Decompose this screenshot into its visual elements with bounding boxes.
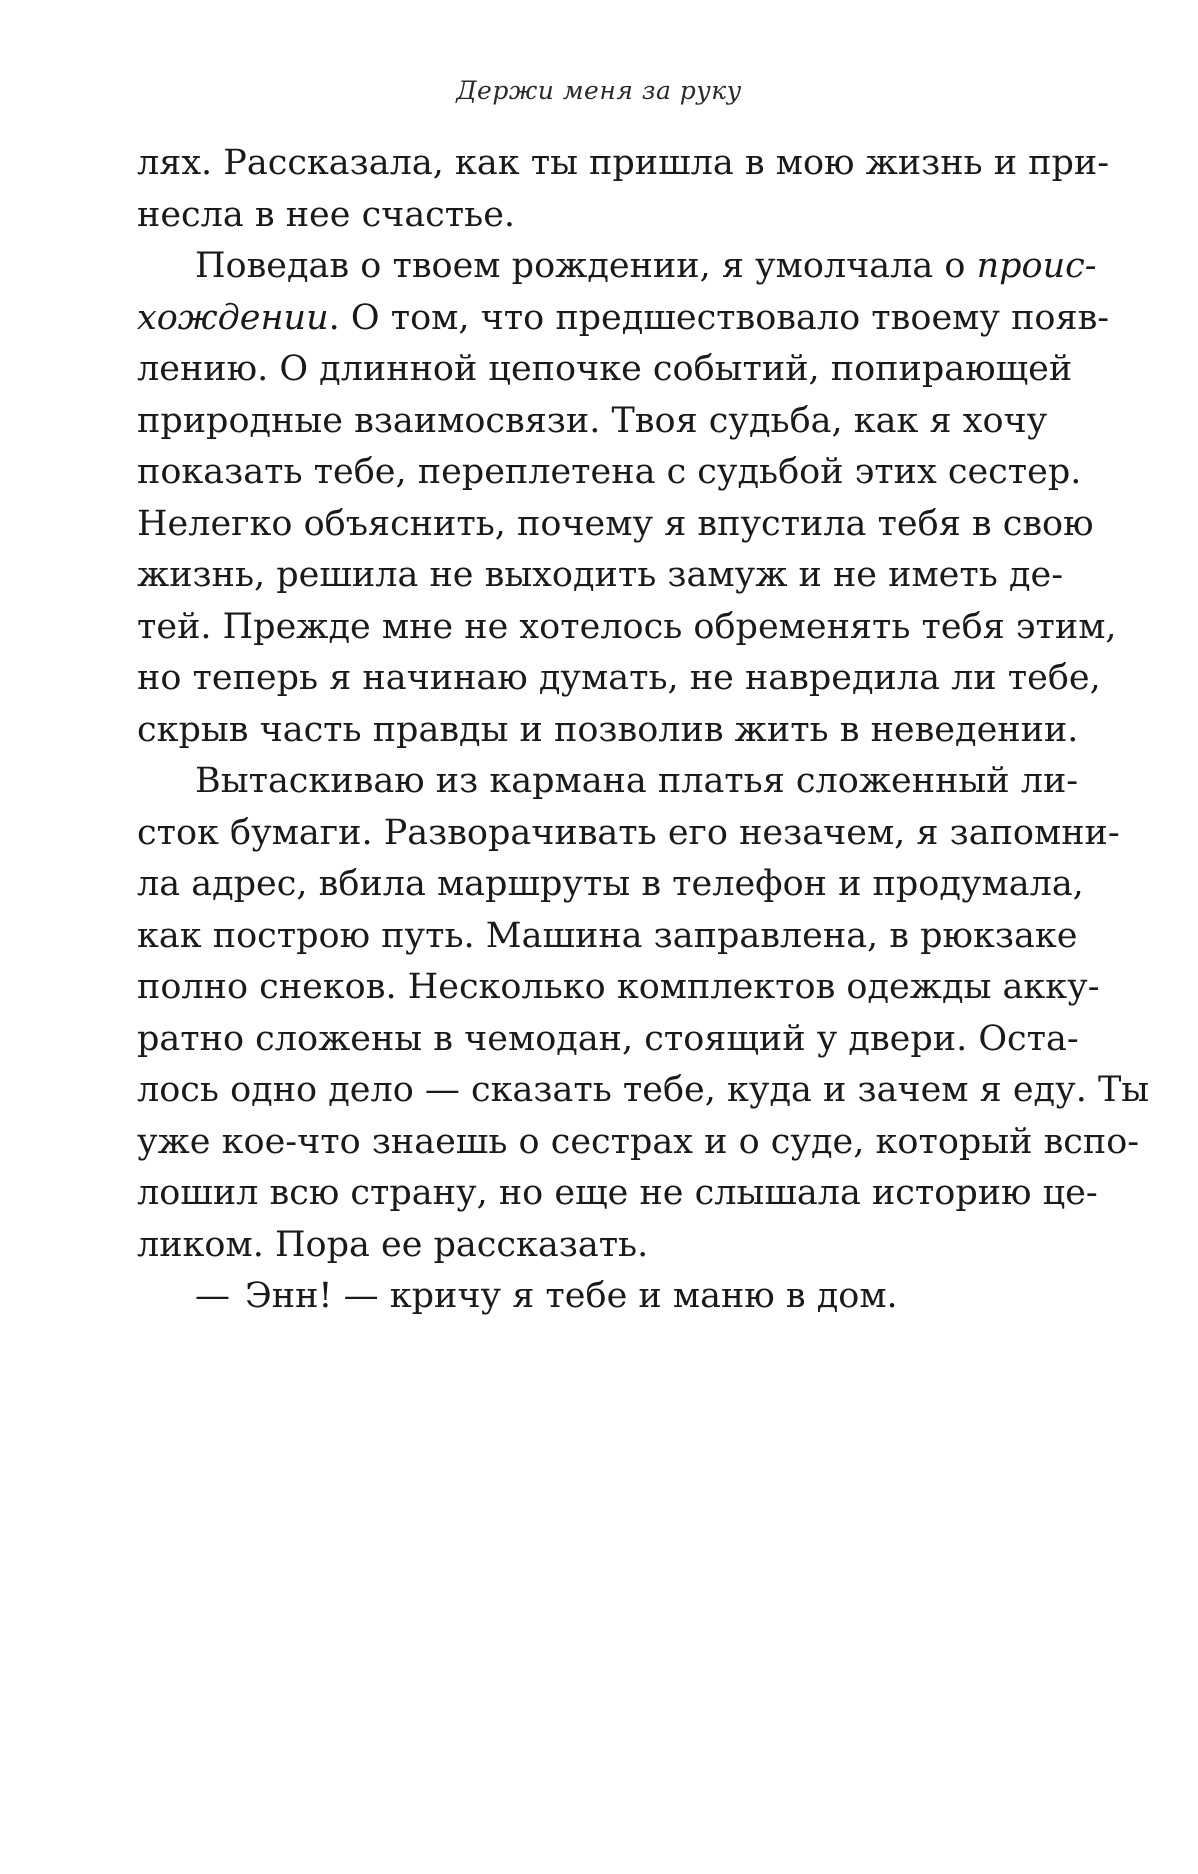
- italic-text-run: проис-: [976, 246, 1097, 286]
- text-line: природные взаимосвязи. Твоя судьба, как я хочу: [137, 400, 1048, 441]
- text-line: сток бумаги. Разворачивать его незачем, я запомни-: [137, 812, 1120, 853]
- text-line: [137, 241, 1097, 293]
- running-head: Держи меня за руку: [456, 76, 742, 105]
- text-line: тей. Прежде мне не хотелось обременять тебя этим,: [137, 606, 1117, 647]
- text-run: Энн! — кричу я тебе и маню в дом.: [245, 1276, 898, 1316]
- body-text: [137, 138, 1150, 1323]
- paragraph-2: [137, 241, 1117, 756]
- dialogue-dash: —: [195, 1276, 230, 1316]
- paragraph-1: [137, 138, 1110, 241]
- text-line: лях. Рассказала, как ты пришла в мою жизнь и при-: [137, 143, 1110, 183]
- text-line: Вытаскиваю из кармана платья сложенный ли-: [195, 761, 1079, 801]
- text-line: ратно сложены в чемодан, стоящий у двери. Оста-: [137, 1018, 1079, 1059]
- text-line: как построю путь. Машина заправлена, в рюкзаке: [137, 915, 1078, 956]
- text-line: несла в нее счастье.: [137, 194, 516, 235]
- text-line: скрыв часть правды и позволив жить в неведении.: [137, 709, 1079, 750]
- text-line: лению. О длинной цепочке событий, попирающей: [137, 349, 1073, 389]
- paragraph-3: [137, 756, 1150, 1271]
- text-run: . О том, что предшествовало твоему появ-: [328, 297, 1110, 338]
- text-line: лошил всю страну, но еще не слышала историю це-: [137, 1173, 1098, 1213]
- text-line: полно снеков. Несколько комплектов одежды акку-: [137, 967, 1100, 1007]
- text-line: ла адрес, вбила маршруты в телефон и продумала,: [137, 864, 1084, 904]
- text-run: Поведав о твоем рождении, я умолчала о: [195, 246, 977, 286]
- italic-text-run: хождении: [137, 297, 329, 338]
- text-line: но теперь я начинаю думать, не навредила ли тебе,: [137, 658, 1101, 698]
- dialogue-line: [137, 1271, 1025, 1323]
- text-line: жизнь, решила не выходить замуж и не иметь де-: [137, 555, 1064, 595]
- text-line: уже кое-что знаешь о сестрах и о суде, который вспо-: [137, 1121, 1140, 1162]
- text-line: показать тебе, переплетена с судьбой этих сестер.: [137, 452, 1082, 492]
- text-line: ликом. Пора ее рассказать.: [137, 1224, 649, 1265]
- text-line: Нелегко объяснить, почему я впустила тебя в свою: [137, 503, 1094, 544]
- text-line: [137, 293, 1110, 345]
- text-line: лось одно дело — сказать тебе, куда и зачем я еду. Ты: [137, 1070, 1150, 1110]
- paragraph-4: [137, 1271, 1025, 1323]
